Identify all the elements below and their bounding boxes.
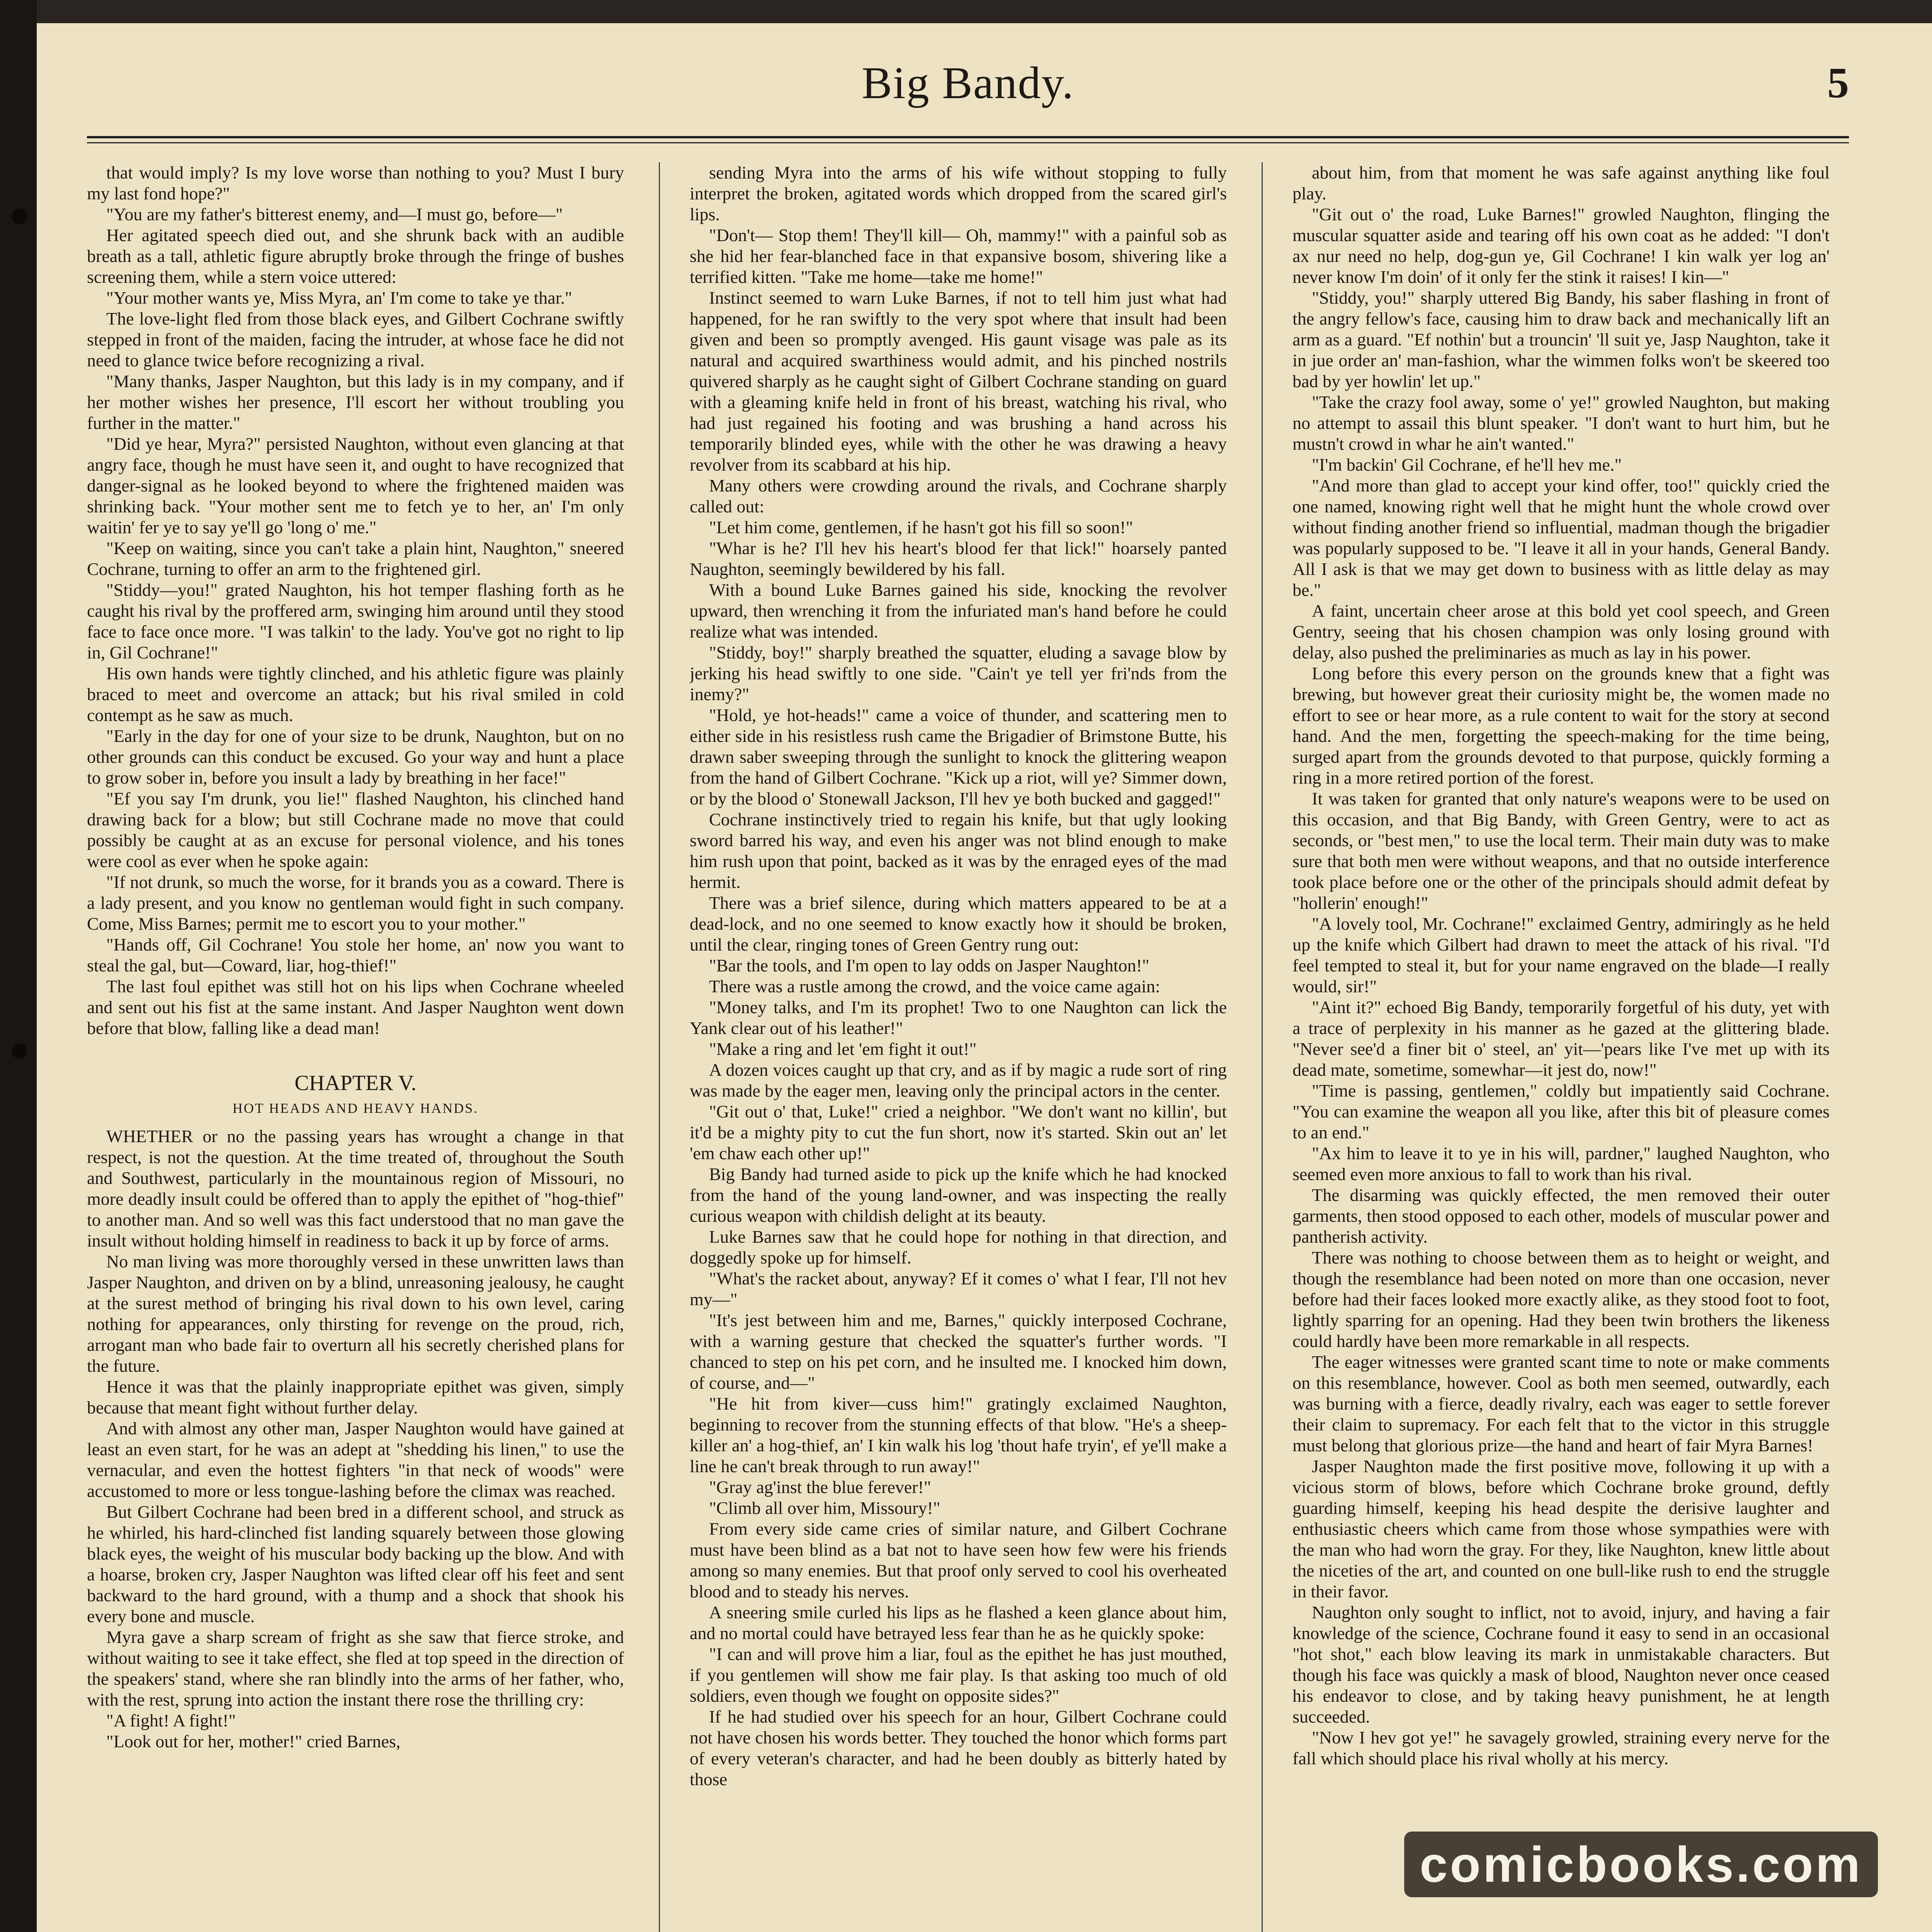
paragraph: "He hit from kiver—cuss him!" gratingly exclaimed Naughton, beginning to recover from the stunning effects of that blow. "He's a sheep-killer an' a hog-thief, an' I kin walk his log 'thout hafe tryin', ef ye'll make a line he can't break through to run away!" bbox=[690, 1394, 1227, 1476]
paragraph: "It's jest between him and me, Barnes," quickly interposed Cochrane, with a warning gesture that checked the squatter's further words. "I chanced to step on his pet corn, and he insulted me. I knocked him down, of course, and—" bbox=[690, 1310, 1227, 1393]
paragraph: The disarming was quickly effected, the men removed their outer garments, then stood opposed to each other, models of muscular power and pantherish activity. bbox=[1293, 1185, 1830, 1247]
paragraph: His own hands were tightly clinched, and his athletic figure was plainly braced to meet and overcome an attack; but his rival smiled in cold contempt as he saw as much. bbox=[87, 663, 624, 725]
paragraph: Naughton only sought to inflict, not to avoid, injury, and having a fair knowledge of the science, Cochrane found it easy to send in an occasional "hot shot," each blow leaving its mark in unmistakable characters. But though his face was quickly a mask of blood, Naughton never once ceased his endeavor to close, and by taking heavy punishment, he at length succeeded. bbox=[1293, 1602, 1830, 1726]
paragraph: "Your mother wants ye, Miss Myra, an' I'm come to take ye thar." bbox=[106, 288, 572, 308]
paragraph: "Git out o' that, Luke!" cried a neighbor. "We don't want no killin', but it'd be a mighty pity to cut the fun short, now it's started. Skin out an' let 'em chaw each other up!" bbox=[690, 1102, 1227, 1163]
paragraph: Hence it was that the plainly inappropriate epithet was given, simply because that meant fight without further delay. bbox=[87, 1377, 624, 1417]
paragraph: "Now I hev got ye!" he savagely growled, straining every nerve for the fall which should place his rival wholly at his mercy. bbox=[1293, 1728, 1830, 1768]
paragraph: "Git out o' the road, Luke Barnes!" growled Naughton, flinging the muscular squatter aside and tearing off his own coat as he added: "I don't ax nur need no help, dog-gun ye, Gil Cochrane! I kin walk yer log an' never know I'm doin' of it only fer the stink it raises! I kin—" bbox=[1293, 204, 1830, 287]
column-1 bbox=[87, 162, 624, 1932]
paragraph: Many others were crowding around the rivals, and Cochrane sharply called out: bbox=[690, 476, 1227, 516]
paragraph: that would imply? Is my love worse than nothing to you? Must I bury my last fond hope?" bbox=[87, 163, 624, 203]
paragraph: "And more than glad to accept your kind offer, too!" quickly cried the one named, knowing right well that he might hunt the whole crowd over without finding another friend so influential, madman though the brigadier was popularly supposed to be. "I leave it all in your hands, General Bandy. All I ask is that we may get down to business with as little delay as may be." bbox=[1293, 476, 1830, 600]
binding-hole bbox=[12, 209, 27, 224]
header-rule-thin bbox=[87, 142, 1849, 143]
paragraph: "Bar the tools, and I'm open to lay odds on Jasper Naughton!" bbox=[709, 956, 1150, 975]
paragraph: There was a brief silence, during which matters appeared to be at a dead-lock, and no one seemed to know exactly how it should be broken, until the clear, ringing tones of Green Gentry rung out: bbox=[690, 893, 1227, 954]
paragraph: about him, from that moment he was safe against anything like foul play. bbox=[1293, 163, 1830, 203]
paragraph: The last foul epithet was still hot on his lips when Cochrane wheeled and sent out his fist at the same instant. And Jasper Naughton went down before that blow, falling like a dead man! bbox=[87, 976, 624, 1038]
paragraph: "A fight! A fight!" bbox=[106, 1711, 236, 1730]
article-columns bbox=[87, 162, 1849, 1932]
page-title: Big Bandy. bbox=[862, 58, 1074, 108]
paragraph: With a bound Luke Barnes gained his side, knocking the revolver upward, then wrenching it from the infuriated man's hand before he could realize what was intended. bbox=[690, 580, 1227, 641]
chapter-title: CHAPTER V. bbox=[294, 1071, 417, 1095]
paragraph: There was nothing to choose between them as to height or weight, and though the resemblance had been noted on more than one occasion, never before had their faces looked more exactly alike, as they stood foot to foot, lightly sparring for an opening. Had they been twin brothers the likeness could hardly have been more remarkable in all respects. bbox=[1293, 1248, 1830, 1351]
paragraph: "Did ye hear, Myra?" persisted Naughton, without even glancing at that angry face, though he must have seen it, and ought to have recognized that danger-signal as he looked beyond to where the frightened maiden was shrinking back. "Your mother sent me to fetch ye to her, an' I'm only waitin' fer ye to say ye'll go 'long o' me." bbox=[87, 434, 624, 537]
paragraph: "Whar is he? I'll hev his heart's blood fer that lick!" hoarsely panted Naughton, seemingly bewildered by his fall. bbox=[690, 538, 1227, 579]
paragraph: Big Bandy had turned aside to pick up the knife which he had knocked from the hand of the young land-owner, and was inspecting the really curious weapon with childish delight at its beauty. bbox=[690, 1164, 1227, 1226]
paragraph: "Ax him to leave it to ye in his will, pardner," laughed Naughton, who seemed even more anxious to fall to work than his rival. bbox=[1293, 1143, 1830, 1184]
paragraph: There was a rustle among the crowd, and the voice came again: bbox=[709, 976, 1160, 996]
paragraph: "Stiddy, you!" sharply uttered Big Bandy, his saber flashing in front of the angry fellow's face, causing him to draw back and mechanically lift an arm as a guard. "Ef nothin' but a trouncin' 'll suit ye, Jasp Naughton, take it in jue order an' man-fashion, whar the wimmen folks won't be skeered too bad by yer howlin' let up." bbox=[1293, 288, 1830, 391]
paragraph: Cochrane instinctively tried to regain his knife, but that ugly looking sword barred his way, and even his anger was not blind enough to make him rush upon that point, backed as it was by the enraged eyes of the mad hermit. bbox=[690, 810, 1227, 892]
paragraph: And with almost any other man, Jasper Naughton would have gained at least an even start, for he was an adept at "shedding his linen," to use the vernacular, and even the hottest fighters "in that neck of woods" were accustomed to more or less tongue-lashing before the climax was reached. bbox=[87, 1418, 624, 1501]
paragraph: "Aint it?" echoed Big Bandy, temporarily forgetful of his duty, yet with a trace of perplexity in his manner as he gazed at the glittering blade. "Never see'd a finer bit o' steel, an' yit—'pears like I've met up with its dead mate, sometime, somewhar—it jest do, now!" bbox=[1293, 997, 1830, 1080]
paragraph: "Stiddy—you!" grated Naughton, his hot temper flashing forth as he caught his rival by the proffered arm, swinging him around until they stood face to face once more. "I was talkin' to the lady. You've got no right to lip in, Gil Cochrane!" bbox=[87, 580, 624, 662]
paragraph: The eager witnesses were granted scant time to note or make comments on this resemblance, however. Cool as both men seemed, outwardly, each was burning with a fierce, deadly rivalry, each was eager to settle forever their claim to supremacy. For each felt that to the victor in this struggle must belong that glorious prize—the hand and heart of fair Myra Barnes! bbox=[1293, 1352, 1830, 1455]
column-2 bbox=[690, 162, 1227, 1932]
paragraph: Her agitated speech died out, and she shrunk back with an audible breath as a tall, athletic figure abruptly broke through the fringe of bushes screening them, while a stern voice uttered: bbox=[87, 225, 624, 287]
paragraph: "Gray ag'inst the blue ferever!" bbox=[709, 1477, 931, 1497]
paragraph: "Make a ring and let 'em fight it out!" bbox=[709, 1039, 977, 1059]
paragraph: "What's the racket about, anyway? Ef it comes o' what I fear, I'll not hev my—" bbox=[690, 1269, 1227, 1309]
paragraph: A sneering smile curled his lips as he flashed a keen glance about him, and no mortal could have betrayed less fear than he as he quickly spoke: bbox=[690, 1602, 1227, 1643]
paragraph: "A lovely tool, Mr. Cochrane!" exclaimed Gentry, admiringly as he held up the knife which Gilbert had drawn to meet the attack of his rival. "I'd feel tempted to steal it, but for your name engraved on the blade—I really would, sir!" bbox=[1293, 914, 1830, 996]
paragraph: WHETHER or no the passing years has wrought a change in that respect, is not the question. At the time treated of, throughout the South and Southwest, particularly in the mountainous region of Missouri, no more deadly insult could be offered than to apply the epithet of "hog-thief" to another man. And so well was this fact understood that no man gave the insult without holding himself in readiness to back it up by force of arms. bbox=[87, 1126, 624, 1250]
paragraph: "Hands off, Gil Cochrane! You stole her home, an' now you want to steal the gal, but—Coward, liar, hog-thief!" bbox=[87, 935, 624, 975]
paragraph: Myra gave a sharp scream of fright as she saw that fierce stroke, and without waiting to see it take effect, she fled at top speed in the direction of the speakers' stand, where she ran blindly into the arms of her father, who, with the rest, sprung into action the instant there rose the thrilling cry: bbox=[87, 1627, 624, 1709]
column-3 bbox=[1293, 162, 1830, 1932]
paragraph: "I can and will prove him a liar, foul as the epithet he has just mouthed, if you gentlemen will show me fair play. Is that asking too much of old soldiers, even though we fought on opposite sides?" bbox=[690, 1644, 1227, 1706]
paragraph: "Many thanks, Jasper Naughton, but this lady is in my company, and if her mother wishes her presence, I'll escort her without troubling you further in the matter." bbox=[87, 371, 624, 433]
paragraph: Luke Barnes saw that he could hope for nothing in that direction, and doggedly spoke up for himself. bbox=[690, 1227, 1227, 1267]
paragraph: "Climb all over him, Missoury!" bbox=[709, 1498, 940, 1518]
paragraph: "Let him come, gentlemen, if he hasn't got his fill so soon!" bbox=[709, 517, 1133, 537]
paragraph: A dozen voices caught up that cry, and as if by magic a rude sort of ring was made by the eager men, leaving only the principal actors in the center. bbox=[690, 1060, 1227, 1100]
paragraph: "I'm backin' Gil Cochrane, ef he'll hev me." bbox=[1312, 455, 1622, 474]
paragraph: If he had studied over his speech for an hour, Gilbert Cochrane could not have chosen his words better. They touched the honor which forms part of every veteran's character, and had he been doubly as bitterly hated by those bbox=[690, 1707, 1227, 1789]
paragraph: The love-light fled from those black eyes, and Gilbert Cochrane swiftly stepped in front of the maiden, facing the intruder, at whose face he did not need to glance twice before recognizing a rival. bbox=[87, 309, 624, 370]
paragraph: "Keep on waiting, since you can't take a plain hint, Naughton," sneered Cochrane, turning to offer an arm to the frightened girl. bbox=[87, 538, 624, 579]
paragraph: "Take the crazy fool away, some o' ye!" growled Naughton, but making no attempt to assail this blunt speaker. "I don't want to hurt him, but he mustn't crowd in whar he ain't wanted." bbox=[1293, 392, 1830, 454]
page-header bbox=[87, 54, 1849, 124]
paragraph: sending Myra into the arms of his wife without stopping to fully interpret the broken, agitated words which dropped from the scared girl's lips. bbox=[690, 163, 1227, 224]
paragraph: "If not drunk, so much the worse, for it brands you as a coward. There is a lady present, and you know no gentleman would fight in such company. Come, Miss Barnes; permit me to escort you to your mother." bbox=[87, 872, 624, 934]
paragraph: No man living was more thoroughly versed in these unwritten laws than Jasper Naughton, and driven on by a blind, unreasoning jealousy, he caught at the surest method of bringing his rival down to his own level, caring nothing for appearances, only thirsting for revenge on the proud, rich, arrogant man who bade fair to overturn all his secretly cherished plans for the future. bbox=[87, 1252, 624, 1376]
site-watermark: comicbooks.com bbox=[1404, 1832, 1878, 1897]
paragraph: "Ef you say I'm drunk, you lie!" flashed Naughton, his clinched hand drawing back for a blow; but still Cochrane made no move that could possibly be caught at as an excuse for personal violence, and his tones were cool as ever when he spoke again: bbox=[87, 789, 624, 871]
page-binding bbox=[0, 0, 37, 1932]
paragraph: Instinct seemed to warn Luke Barnes, if not to tell him just what had happened, for he ran swiftly to the very spot where that insult had been given and been so promptly avenged. His gaunt visage was pale as its natural and acquired swarthiness would admit, and his pinched nostrils quivered sharply as he caught sight of Gilbert Cochrane standing on guard with a gleaming knife held in front of his breast, watching his rival, who had just regained his footing and was brushing a hand across his temporarily blinded eyes, while with the other he was drawing a heavy revolver from its scabbard at his hip. bbox=[690, 288, 1227, 474]
paragraph: "Time is passing, gentlemen," coldly but impatiently said Cochrane. "You can examine the weapon all you like, after this bit of pleasure comes to an end." bbox=[1293, 1081, 1830, 1142]
binding-hole bbox=[12, 1043, 27, 1059]
paragraph: "Money talks, and I'm its prophet! Two to one Naughton can lick the Yank clear out of his leather!" bbox=[690, 997, 1227, 1038]
paragraph: "Early in the day for one of your size to be drunk, Naughton, but on no other grounds can this conduct be excused. Go your way and hunt a place to grow sober in, before you insult a lady by breathing in her face!" bbox=[87, 726, 624, 787]
paragraph: "You are my father's bitterest enemy, and—I must go, before—" bbox=[106, 204, 563, 224]
paragraph: Jasper Naughton made the first positive move, following it up with a vicious storm of blows, before which Cochrane broke ground, deftly guarding himself, keeping his head despite the derisive laughter and enthusiastic cheers which came from those whose sympathies were with the man who had worn the gray. For they, like Naughton, knew little about the niceties of the art, and counted on one bull-like rush to end the struggle in their favor. bbox=[1293, 1456, 1830, 1601]
paragraph: Long before this every person on the grounds knew that a fight was brewing, but however great their curiosity might be, the women made no effort to see or hear more, as a rule content to wait for the story at second hand. And the men, forgetting the speech-making for the time being, surged apart from the grounds devoted to that purpose, quickly forming a ring in a more retired portion of the forest. bbox=[1293, 663, 1830, 787]
paragraph: "Hold, ye hot-heads!" came a voice of thunder, and scattering men to either side in his resistless rush came the Brigadier of Brimstone Butte, his drawn saber sweeping through the sunlight to knock the glittering weapon from the hand of Gilbert Cochrane. "Kick up a riot, will ye? Simmer down, or by the blood o' Stonewall Jackson, I'll hev ye both bucked and gagged!" bbox=[690, 705, 1227, 808]
paragraph: But Gilbert Cochrane had been bred in a different school, and struck as he whirled, his hard-clinched fist landing squarely between those glowing black eyes, the weight of his muscular body backing up the blow. And with a hoarse, broken cry, Jasper Naughton was lifted clear off his feet and sent backward to the hard ground, with a thump and a shock that shook his every bone and muscle. bbox=[87, 1502, 624, 1626]
paragraph: "Look out for her, mother!" cried Barnes, bbox=[106, 1731, 401, 1751]
paragraph: "Don't— Stop them! They'll kill— Oh, mammy!" with a painful sob as she hid her fear-blanched face in that expansive bosom, shivering like a terrified kitten. "Take me home—take me home!" bbox=[690, 225, 1227, 287]
paragraph: "Stiddy, boy!" sharply breathed the squatter, eluding a savage blow by jerking his head swiftly to one side. "Cain't ye tell yer fri'nds from the inemy?" bbox=[690, 643, 1227, 704]
page-number: 5 bbox=[1827, 59, 1849, 107]
paragraph: It was taken for granted that only nature's weapons were to be used on this occasion, and that Big Bandy, with Green Gentry, were to act as seconds, or "best men," to use the local term. Their main duty was to make sure that both men were without weapons, and that no outside interference took place before one or the other of the principals should admit defeat by "hollerin' enough!" bbox=[1293, 789, 1830, 913]
header-rule bbox=[87, 136, 1849, 138]
paragraph: From every side came cries of similar nature, and Gilbert Cochrane must have been blind as a bat not to have seen how few were his friends among so many enemies. But that proof only served to cool his overheated blood and to steady his nerves. bbox=[690, 1519, 1227, 1601]
paragraph: A faint, uncertain cheer arose at this bold yet cool speech, and Green Gentry, seeing that his chosen champion was only losing ground with delay, also pushed the preliminaries as much as lay in his power. bbox=[1293, 601, 1830, 662]
chapter-subtitle: HOT HEADS AND HEAVY HANDS. bbox=[232, 1100, 479, 1116]
